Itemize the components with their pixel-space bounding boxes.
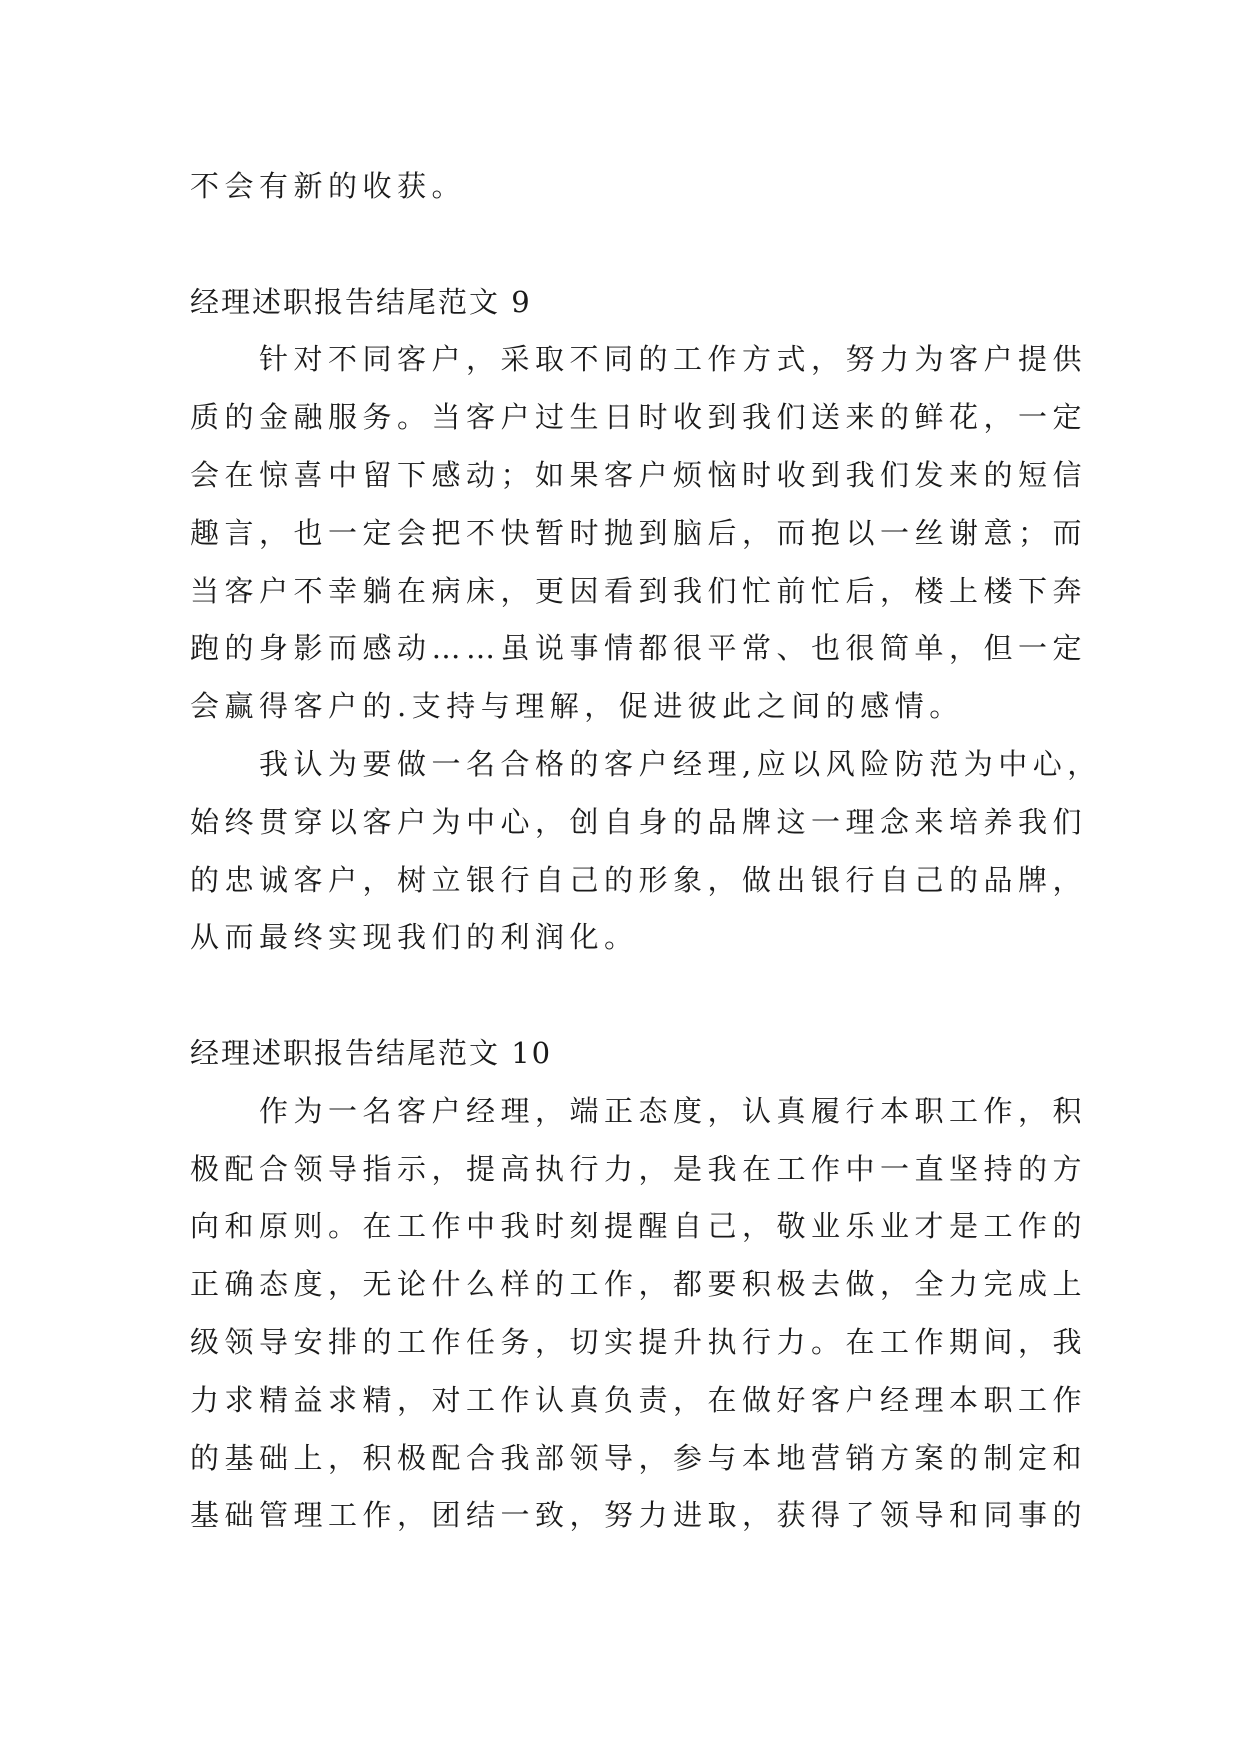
paragraph-line: 的忠诚客户，树立银行自己的形象，做出银行自己的品牌， xyxy=(190,862,1088,897)
paragraph-line: 我认为要做一名合格的客户经理,应以风险防范为中心， xyxy=(190,746,1102,781)
paragraph-line: 的基础上，积极配合我部领导，参与本地营销方案的制定和 xyxy=(190,1440,1088,1475)
paragraph-line: 趣言，也一定会把不快暂时抛到脑后，而抱以一丝谢意；而 xyxy=(190,515,1088,550)
document-body xyxy=(190,158,1102,1545)
paragraph-line: 向和原则。在工作中我时刻提醒自己，敬业乐业才是工作的 xyxy=(190,1209,1088,1244)
section-heading-9: 经理述职报告结尾范文 9 xyxy=(190,284,532,319)
paragraph-line: 当客户不幸躺在病床，更因看到我们忙前忙后，楼上楼下奔 xyxy=(190,573,1088,608)
paragraph-9-2 xyxy=(190,736,1102,967)
paragraph-line: 跑的身影而感动……虽说事情都很平常、也很简单，但一定 xyxy=(190,631,1088,666)
paragraph-line: 会在惊喜中留下感动；如果客户烦恼时收到我们发来的短信 xyxy=(190,457,1088,492)
paragraph-9-1 xyxy=(190,331,1088,736)
paragraph-line: 始终贯穿以客户为中心，创自身的品牌这一理念来培养我们 xyxy=(190,804,1088,839)
paragraph-line: 基础管理工作，团结一致，努力进取，获得了领导和同事的 xyxy=(190,1498,1088,1533)
section-gap xyxy=(190,967,1052,1025)
paragraph-line: 力求精益求精，对工作认真负责，在做好客户经理本职工作 xyxy=(190,1382,1088,1417)
paragraph-line: 级领导安排的工作任务，切实提升执行力。在工作期间，我 xyxy=(190,1324,1088,1359)
paragraph-line: 从而最终实现我们的利润化。 xyxy=(190,920,639,955)
paragraph-line: 针对不同客户，采取不同的工作方式，努力为客户提供 xyxy=(190,342,1088,377)
section-gap xyxy=(190,216,1052,274)
paragraph-line: 正确态度，无论什么样的工作，都要积极去做，全力完成上 xyxy=(190,1267,1088,1302)
paragraph-10-1 xyxy=(190,1083,1088,1545)
paragraph-line: 作为一名客户经理，端正态度，认真履行本职工作，积 xyxy=(190,1093,1088,1128)
paragraph-line: 会赢得客户的.支持与理解，促进彼此之间的感情。 xyxy=(190,689,964,724)
section-heading-10: 经理述职报告结尾范文 10 xyxy=(190,1035,553,1070)
paragraph-line: 极配合领导指示，提高执行力，是我在工作中一直坚持的方 xyxy=(190,1151,1088,1186)
paragraph-line: 质的金融服务。当客户过生日时收到我们送来的鲜花，一定 xyxy=(190,400,1088,435)
continuation-line: 不会有新的收获。 xyxy=(190,169,467,203)
